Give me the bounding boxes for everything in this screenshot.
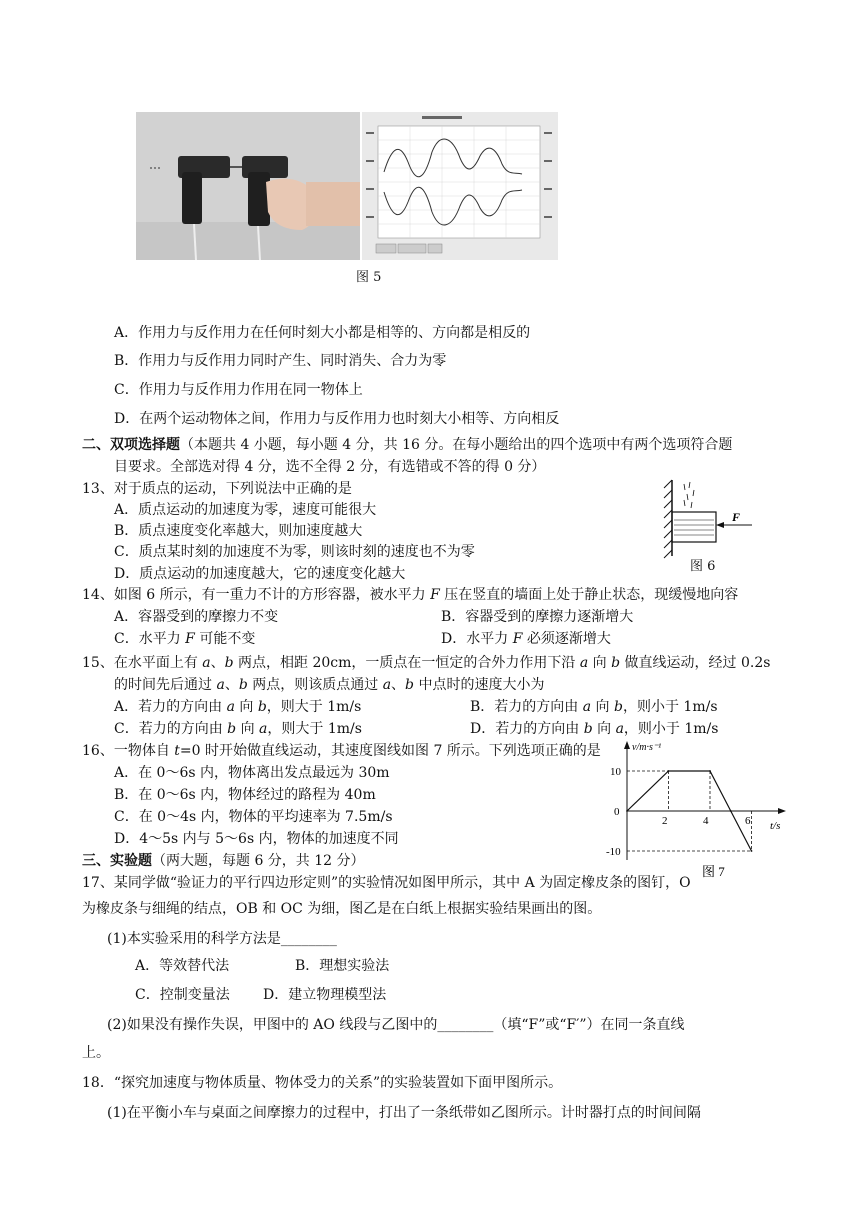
q15-option-c-part1: C．若力的方向由 [114,721,228,737]
q16-stem-part2: =0 时开始做直线运动，其速度图线如图 7 所示。下列选项正确的是 [179,743,601,759]
force-sensor-photo [136,112,360,260]
q15-sep-3: 、 [391,677,406,693]
q15-option-d-to: a [615,721,624,737]
q14-option-a: A．容器受到的摩擦力不变 [114,609,279,625]
force-label: F [732,510,741,524]
q16-option-d: D．4～5s 内与 5～6s 内，物体的加速度不同 [114,831,399,847]
section2-heading-line [82,435,732,455]
velocity-point-0 [626,810,628,812]
q15-option-d-from: b [583,721,593,737]
force-time-graph [362,112,558,260]
q15-point-b-2: b [611,655,621,671]
q15-option-b-from: a [582,699,592,715]
q16-stem [82,741,601,761]
q12-option-a: A．作用力与反作用力在任何时刻大小都是相等的、方向都是相反的 [114,325,531,341]
q16-stem-part1: 16、一物体自 [82,743,175,759]
q15-option-b [470,697,718,717]
section3-desc: （两大题，每题 6 分，共 12 分） [152,853,365,869]
q14-stem-part1: 14、如图 6 所示，有一重力不计的方形容器，被水平力 [82,587,431,603]
force-time-graph-screen [362,112,558,260]
q16-option-c: C．在 0～4s 内，物体的平均速率为 7.5m/s [114,809,393,825]
q14-option-c-force: F [185,631,195,647]
q17-option-d: D．建立物理模型法 [263,987,387,1003]
q15-point-a-4: a [382,677,392,693]
x-tick-4: 4 [703,815,709,827]
q16-option-b: B．在 0～6s 内，物体经过的路程为 40m [114,787,376,803]
section2-heading: 二、双项选择题 [82,437,180,453]
q14-option-c [114,629,255,649]
q14-stem-force: F [430,587,440,603]
q15-option-a-part3: ，则大于 1m/s [266,699,362,715]
q15-option-c-part2: 向 [236,721,260,737]
q15-option-b-part2: 向 [591,699,615,715]
q13-option-c: C．质点某时刻的加速度不为零，则该时刻的速度也不为零 [114,544,475,560]
q13-option-d: D．质点运动的加速度越大，它的速度变化越大 [114,566,406,582]
q14-option-d [441,629,611,649]
figure6-caption: 图 6 [690,559,716,574]
q14-option-b: B．容器受到的摩擦力逐渐增大 [441,609,634,625]
q15-line2-part3: 中点时的速度大小为 [414,677,545,693]
q15-line2-part2: 两点，则该质点通过 [247,677,383,693]
q15-option-d-part2: 向 [592,721,616,737]
q15-option-d-part3: ，则小于 1m/s [623,721,719,737]
q15-sep: 、 [210,655,225,671]
q15-option-b-to: b [614,699,623,715]
q12-option-c: C．作用力与反作用力作用在同一物体上 [114,382,363,398]
q17-sub2: (2)如果没有操作失误，甲图中的 AO 线段与乙图中的________（填“F”或“F′”）在同一条直线 [107,1017,685,1033]
q14-option-d-force: F [512,631,523,647]
q15-point-a-3: a [216,677,225,693]
q15-option-a-from: a [226,699,235,715]
section3-heading: 三、实验题 [82,853,152,869]
q15-option-a-to: b [257,699,267,715]
q15-option-d [470,719,718,739]
q12-option-b: B．作用力与反作用力同时产生、同时消失、合力为零 [114,353,447,369]
q15-point-a-2: a [579,655,589,671]
x-tick-6: 6 [745,815,751,827]
q17-line2: 为橡皮条与细绳的结点，OB 和 OC 为细，图乙是在白纸上根据实验结果画出的图。 [82,901,602,917]
pouring-water [684,482,694,508]
q15-line1-part4: 做直线运动，经过 0.2s [620,655,771,671]
y-axis-label: v/m·s⁻¹ [632,742,662,753]
q15-option-c-part3: ，则大于 1m/s [267,721,362,737]
y-tick-0: 0 [614,806,620,818]
y-tick-10: 10 [610,766,621,778]
q12-option-d: D．在两个运动物体之间，作用力与反作用力也时刻大小相等、方向相反 [114,411,560,427]
section3-heading-line [82,851,365,871]
container-box [672,512,716,542]
q17-option-b: B．理想实验法 [295,958,390,974]
q17-option-a: A．等效替代法 [135,958,230,974]
q15-line1-part2: 两点，相距 20cm，一质点在一恒定的合外力作用下沿 [233,655,580,671]
q15-option-b-part1: B．若力的方向由 [470,699,583,715]
q15-sep-2: 、 [224,677,239,693]
figure7-caption: 图 7 [702,864,725,879]
figure5-caption: 图 5 [356,270,382,285]
q14-option-d-part1: D．水平力 [441,631,513,647]
q17-line1: 17、某同学做“验证力的平行四边形定则”的实验情况如图甲所示，其中 A 为固定橡皮条的图钉，O [82,875,691,891]
force-sensor-illustration [136,112,360,260]
q15-stem-line2 [114,675,544,695]
velocity-point-4 [751,850,753,852]
q14-option-c-part2: 可能不变 [194,631,256,647]
q16-stem-t: t [174,743,180,759]
y-tick-neg10: -10 [606,846,621,858]
y-axis-arrow [624,741,630,749]
force-arrow-head [716,522,724,528]
q15-option-a-part1: A．若力的方向由 [114,699,227,715]
q15-line1-part3: 向 [588,655,612,671]
q15-option-b-part3: ，则小于 1m/s [622,699,718,715]
q15-point-b-3: b [238,677,248,693]
q16-option-a: A．在 0～6s 内，物体离出发点最远为 30m [114,765,390,781]
q13-option-b: B．质点速度变化率越大，则加速度越大 [114,523,363,539]
q17-sub2-end: 上。 [82,1045,110,1061]
q15-option-c [114,719,362,739]
section2-desc-line2: 目要求。全部选对得 4 分，选不全得 2 分，有选错或不答的得 0 分） [114,459,546,475]
q15-option-d-part1: D．若力的方向由 [470,721,584,737]
q15-option-c-from: b [227,721,237,737]
q18-line2: (1)在平衡小车与桌面之间摩擦力的过程中，打出了一条纸带如乙图所示。计时器打点的时间间隔 [107,1105,701,1121]
q14-option-d-part2: 必须逐渐增大 [522,631,611,647]
q14-stem-part2: 压在竖直的墙面上处于静止状态，现缓慢地向容 [439,587,739,603]
velocity-point-2 [709,770,711,772]
q15-option-a-part2: 向 [234,699,258,715]
x-axis-arrow [778,808,786,814]
q18-line1: 18．“探究加速度与物体质量、物体受力的关系”的实验装置如下面甲图所示。 [82,1075,563,1091]
velocity-point-3 [730,810,732,812]
x-axis-label: t/s [770,820,781,832]
water-lines [674,520,714,535]
q17-option-c: C．控制变量法 [135,987,230,1003]
q15-option-c-to: a [259,721,268,737]
section2-desc-line1: （本题共 4 小题，每小题 4 分，共 16 分。在每小题给出的四个选项中有两个选项符合题 [180,437,733,453]
q13-stem: 13、对于质点的运动，下列说法中正确的是 [82,481,352,497]
q17-sub1: (1)本实验采用的科学方法是________ [107,931,337,947]
q15-point-a: a [202,655,211,671]
q13-option-a: A．质点运动的加速度为零，速度可能很大 [114,502,377,518]
q14-option-c-part1: C．水平力 [114,631,186,647]
q14-stem [82,585,738,605]
q15-option-a [114,697,361,717]
q15-line1-part1: 15、在水平面上有 [82,655,203,671]
q15-stem-line1 [82,653,770,673]
q15-point-b: b [224,655,234,671]
figure7-vt-graph [596,738,790,879]
x-tick-2: 2 [662,815,668,827]
q15-point-b-4: b [405,677,415,693]
q15-line2-part1: 的时间先后通过 [114,677,217,693]
wall-hatching [664,480,672,558]
velocity-point-1 [668,770,670,772]
